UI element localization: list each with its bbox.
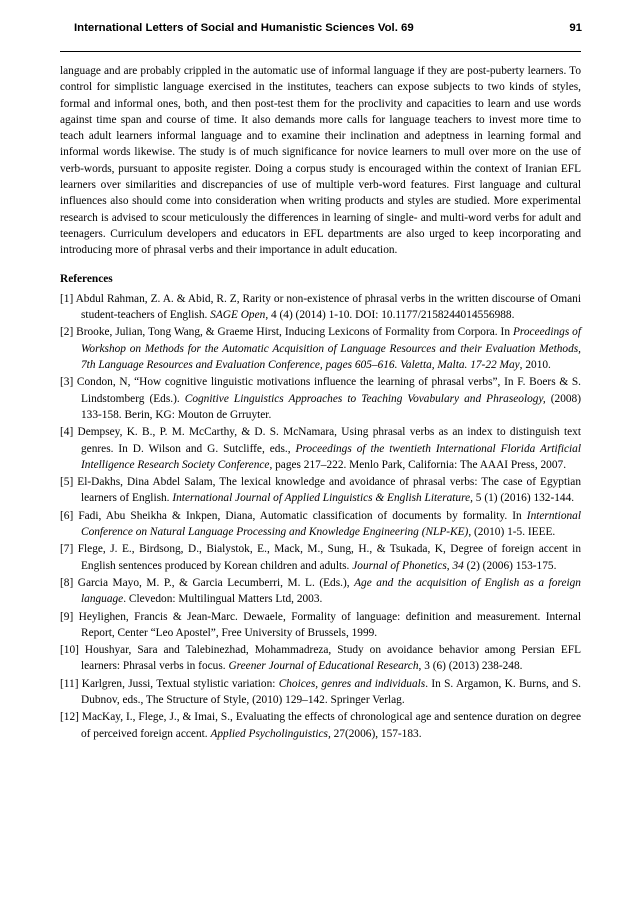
- reference-item: [12] MacKay, I., Flege, J., & Imai, S., Evaluating the effects of chronological age and sentence duration on degree of perceived foreign accent. Applied Psycholinguistics, 27(2006), 157-183.: [60, 711, 581, 740]
- page-number: 91: [569, 22, 582, 34]
- reference-item: [8] Garcia Mayo, M. P., & Garcia Lecumberri, M. L. (Eds.), Age and the acquisition of English as a foreign language. Clevedon: Multilingual Matters Ltd, 2003.: [60, 576, 581, 606]
- header-rule: [60, 51, 581, 52]
- reference-item: [9] Heylighen, Francis & Jean-Marc. Dewaele, Formality of language: definition and measurement. Internal Report, Center “Leo Apostel”, Free University of Brussels, 1999.: [60, 610, 581, 639]
- references-heading: References: [60, 272, 113, 285]
- reference-list: [60, 291, 581, 742]
- reference-item: [10] Houshyar, Sara and Talebinezhad, Mohammadreza, Study on avoidance behavior among Persian EFL learners: Phrasal verbs in focus. Greener Journal of Educational Research, 3 (6) (2013) 238-248.: [60, 644, 581, 673]
- reference-item: [7] Flege, J. E., Birdsong, D., Bialystok, E., Mack, M., Sung, H., & Tsukada, K, Degree of foreign accent in English sentences produced by Korean children and adults. Journal of Phonetics, 34 (2) (2006) 153-175.: [60, 543, 581, 572]
- reference-item: [4] Dempsey, K. B., P. M. McCarthy, & D. S. McNamara, Using phrasal verbs as an index to distinguish text genres. In D. Wilson and G. Sutcliffe, eds., Proceedings of the twentieth International Florida Artificial Intelligence Research Society Conference, pages 217–222. Menlo Park, California: The AAAI Press, 2007.: [60, 426, 581, 471]
- reference-item: [11] Karlgren, Jussi, Textual stylistic variation: Choices, genres and individuals. In S. Argamon, K. Burns, and S. Dubnov, eds., The Structure of Style, (2010) 129–142. Springer Verlag.: [60, 677, 581, 706]
- reference-item: [6] Fadi, Abu Sheikha & Inkpen, Diana, Automatic classification of documents by formality. In Interntional Conference on Natural Language Processing and Knowledge Engineering (NLP-KE), (2010) 1-5. IEEE.: [60, 509, 581, 539]
- reference-item: [1] Abdul Rahman, Z. A. & Abid, R. Z, Rarity or non-existence of phrasal verbs in the written discourse of Omani student-teachers of English. SAGE Open, 4 (4) (2014) 1-10. DOI: 10.1177/2158244014556988.: [60, 292, 581, 322]
- running-header: [60, 22, 588, 40]
- main-content: [60, 63, 581, 743]
- reference-item: [3] Condon, N, “How cognitive linguistic motivations influence the learning of phrasal verbs”, In F. Boers & S. Lindstomberg (Eds.). Cognitive Linguistics Approaches to Teaching Vovabulary and Phraseology, (2008) 133-158. Berin, KG: Mouton de Grruyter.: [60, 376, 581, 421]
- body-paragraph: language and are probably crippled in the automatic use of informal language if they are post-puberty learners. To control for simplistic language exercised in the institutes, teachers can expose subjects to two kinds of styles, formal and informal ones, both, and then post-test them for the proclivity and capacities to learn and use words against time span and course of time. It also demands more calls for language teachers to invest more time to teach adult learners informal language and to examine their inclination and adeptness in learning formal and informal words likewise. The study is of much significance for novice learners to mull over more on the use of verb-words, pursuant to apposite register. Doing a corpus study is encouraged within the context of Iranian EFL learners over similarities and discrepancies of use of multiple verb-word features. First language and cultural influences also should come into consideration when writing products and styles are studied. More experimental research is advised to scour meticulously the differences in learning of single- and multi-word verbs for adult and teenagers. Curriculum developers and educators in EFL departments are also urged to keep incorporating and introducing more of phrasal verbs and their importance in adult education.: [60, 65, 581, 257]
- reference-item: [2] Brooke, Julian, Tong Wang, & Graeme Hirst, Inducing Lexicons of Formality from Corpora. In Proceedings of Workshop on Methods for the Automatic Acquisition of Language Resources and their Evaluation Methods, 7th Language Resources and Evaluation Conference, pages 605–616. Valetta, Malta. 17-22 May, 2010.: [60, 326, 581, 372]
- journal-title: International Letters of Social and Humanistic Sciences Vol. 69: [74, 22, 414, 34]
- reference-item: [5] El-Dakhs, Dina Abdel Salam, The lexical knowledge and avoidance of phrasal verbs: The case of Egyptian learners of English. International Journal of Applied Linguistics & English Literature, 5 (1) (2016) 132-144.: [60, 476, 581, 505]
